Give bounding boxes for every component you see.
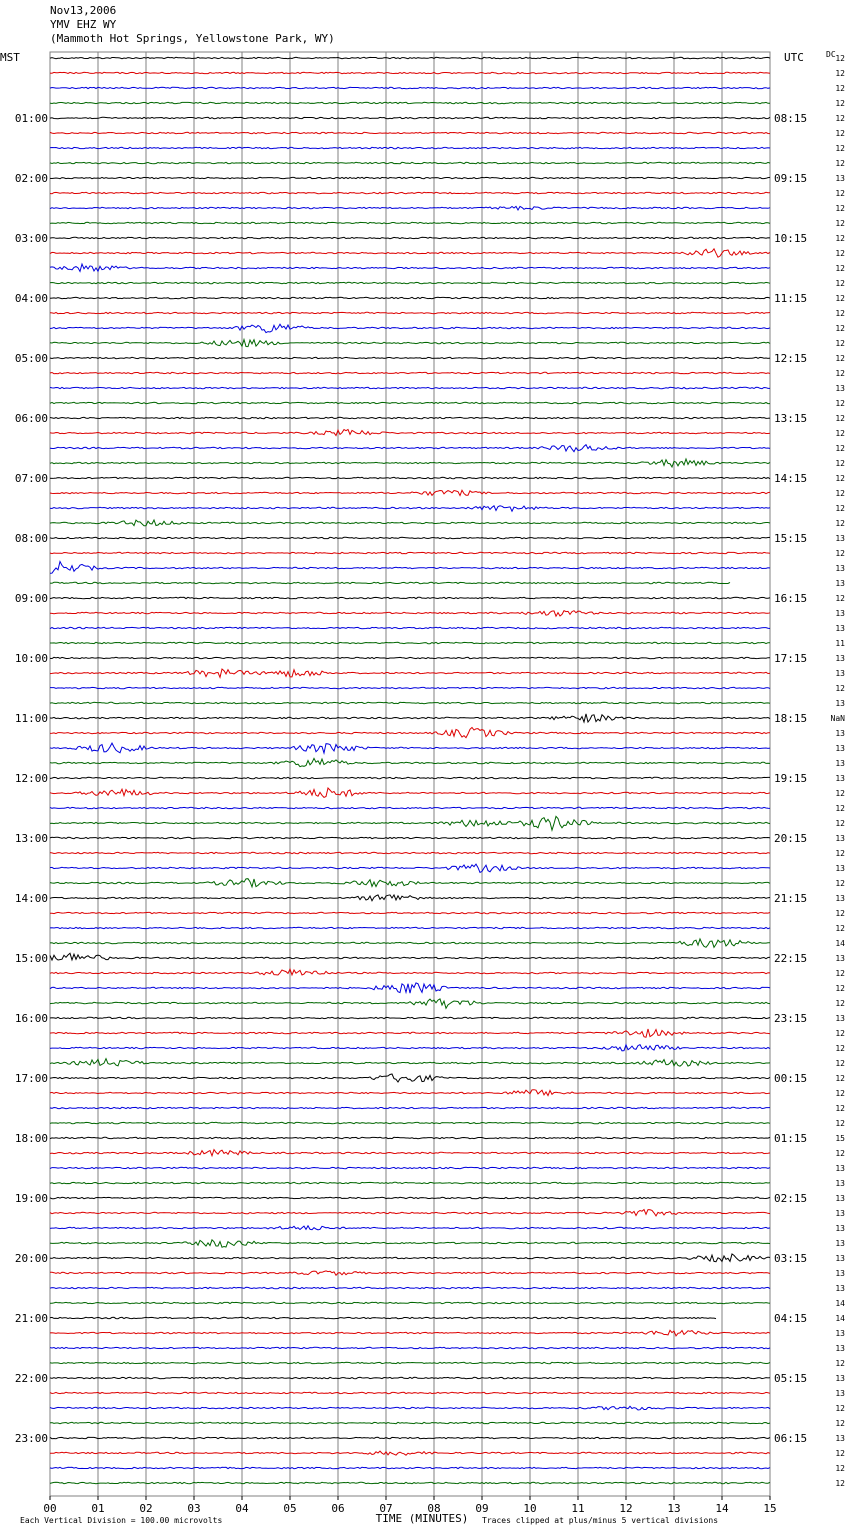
seismic-trace xyxy=(50,927,770,928)
right-hour-label: 21:15 xyxy=(774,892,808,905)
seismic-trace xyxy=(50,1197,770,1198)
station-code: YMV EHZ WY xyxy=(50,18,117,31)
seismic-trace xyxy=(50,72,770,73)
row-value-label: 12 xyxy=(835,129,845,138)
row-value-label: 12 xyxy=(835,1359,845,1368)
row-value-label: 13 xyxy=(835,729,845,738)
seismic-trace xyxy=(50,1392,770,1393)
row-value-label: 12 xyxy=(835,294,845,303)
seismic-trace xyxy=(50,687,770,688)
seismic-trace xyxy=(50,1377,770,1378)
left-hour-label: 20:00 xyxy=(14,1252,48,1265)
seismic-trace xyxy=(50,912,770,913)
row-value-label: 12 xyxy=(835,84,845,93)
row-value-label: 13 xyxy=(835,534,845,543)
seismic-trace xyxy=(50,939,770,947)
right-hour-label: 08:15 xyxy=(774,112,808,125)
row-value-label: 12 xyxy=(835,369,845,378)
seismic-trace xyxy=(50,983,770,993)
row-value-label: 12 xyxy=(835,789,845,798)
row-value-label: 12 xyxy=(835,1419,845,1428)
seismic-trace xyxy=(50,1167,770,1168)
seismic-trace xyxy=(50,1240,770,1247)
seismic-trace xyxy=(50,430,770,436)
seismic-trace xyxy=(50,1406,770,1410)
seismic-trace xyxy=(50,597,770,598)
row-value-label: 13 xyxy=(835,774,845,783)
row-value-label: 13 xyxy=(835,1239,845,1248)
row-value-label: 13 xyxy=(835,834,845,843)
seismic-trace xyxy=(50,837,770,838)
left-hour-label: 22:00 xyxy=(14,1372,48,1385)
x-tick-label: 03 xyxy=(187,1502,201,1515)
seismic-trace xyxy=(50,552,770,553)
row-value-label: 13 xyxy=(835,1209,845,1218)
row-value-label: 12 xyxy=(835,924,845,933)
seismic-trace xyxy=(50,777,770,778)
left-hour-label: 06:00 xyxy=(14,412,48,425)
row-value-label: 12 xyxy=(835,264,845,273)
right-hour-label: 09:15 xyxy=(774,172,808,185)
row-value-label: 12 xyxy=(835,444,845,453)
x-tick-label: 08 xyxy=(427,1502,441,1515)
seismic-trace xyxy=(50,1029,770,1037)
seismic-trace xyxy=(50,1362,770,1363)
right-hour-label: 01:15 xyxy=(774,1132,808,1145)
seismic-trace xyxy=(50,1254,770,1262)
right-hour-label: 15:15 xyxy=(774,532,808,545)
seismic-trace xyxy=(50,1467,770,1468)
row-value-label: 12 xyxy=(835,309,845,318)
x-tick-label: 02 xyxy=(139,1502,153,1515)
left-hour-label: 14:00 xyxy=(14,892,48,905)
seismic-trace xyxy=(50,506,770,511)
left-hour-label: 08:00 xyxy=(14,532,48,545)
seismic-trace xyxy=(50,1107,770,1108)
seismic-trace xyxy=(50,788,770,797)
row-value-label: 12 xyxy=(835,849,845,858)
row-value-label: 12 xyxy=(835,1044,845,1053)
row-value-label: 12 xyxy=(835,414,845,423)
left-hour-label: 05:00 xyxy=(14,352,48,365)
seismic-trace xyxy=(50,192,770,193)
clip-note: Traces clipped at plus/minus 5 vertical divisions xyxy=(482,1516,719,1525)
seismic-trace xyxy=(50,87,770,88)
seismic-trace xyxy=(50,702,770,703)
seismic-trace xyxy=(50,1182,770,1183)
row-value-label: 12 xyxy=(835,339,845,348)
row-value-label: 12 xyxy=(835,474,845,483)
row-value-label: 12 xyxy=(835,69,845,78)
right-hour-label: 14:15 xyxy=(774,472,808,485)
row-value-label: 12 xyxy=(835,504,845,513)
row-value-label: 12 xyxy=(835,399,845,408)
seismic-trace xyxy=(50,147,770,148)
row-value-label: 12 xyxy=(835,354,845,363)
seismic-trace xyxy=(50,864,770,872)
seismic-trace xyxy=(50,1226,770,1230)
seismic-trace xyxy=(50,879,770,887)
seismic-trace xyxy=(50,57,770,58)
seismic-trace xyxy=(50,402,770,403)
seismic-trace xyxy=(50,1210,770,1216)
seismic-trace xyxy=(50,1045,770,1051)
row-value-label: 13 xyxy=(835,1269,845,1278)
seismic-trace xyxy=(50,1347,770,1348)
row-value-label: 12 xyxy=(835,594,845,603)
seismic-trace xyxy=(50,237,770,238)
row-value-label: 13 xyxy=(835,384,845,393)
row-value-label: 11 xyxy=(835,639,845,648)
row-value-label: 12 xyxy=(835,114,845,123)
row-value-label: 12 xyxy=(835,969,845,978)
row-value-label: 12 xyxy=(835,189,845,198)
right-hour-label: 00:15 xyxy=(774,1072,808,1085)
seismic-trace xyxy=(50,611,770,617)
row-value-label: 13 xyxy=(835,609,845,618)
row-value-label: 12 xyxy=(835,1029,845,1038)
row-value-label: 13 xyxy=(835,699,845,708)
seismic-trace xyxy=(50,206,770,210)
seismic-trace xyxy=(50,1422,770,1423)
row-value-label: 12 xyxy=(835,429,845,438)
row-value-label: 13 xyxy=(835,954,845,963)
row-value-label: 13 xyxy=(835,174,845,183)
right-hour-label: 11:15 xyxy=(774,292,808,305)
right-hour-label: 12:15 xyxy=(774,352,808,365)
left-hour-label: 12:00 xyxy=(14,772,48,785)
left-hour-label: 03:00 xyxy=(14,232,48,245)
row-value-label: 13 xyxy=(835,1179,845,1188)
seismic-trace xyxy=(50,249,770,257)
seismic-trace xyxy=(50,1271,770,1275)
right-hour-label: 02:15 xyxy=(774,1192,808,1205)
corner-mark: DC xyxy=(826,50,836,59)
seismic-trace xyxy=(50,562,770,574)
right-hour-label: 05:15 xyxy=(774,1372,808,1385)
row-value-label: 12 xyxy=(835,144,845,153)
row-value-label: 15 xyxy=(835,1134,845,1143)
seismic-trace xyxy=(50,132,770,133)
left-hour-label: 16:00 xyxy=(14,1012,48,1025)
seismic-trace xyxy=(50,222,770,223)
left-hour-label: 13:00 xyxy=(14,832,48,845)
seismic-trace xyxy=(50,895,770,901)
right-hour-label: 23:15 xyxy=(774,1012,808,1025)
row-value-label: 13 xyxy=(835,654,845,663)
row-value-label: 13 xyxy=(835,624,845,633)
left-hour-label: 11:00 xyxy=(14,712,48,725)
right-hour-label: 10:15 xyxy=(774,232,808,245)
seismic-trace xyxy=(50,162,770,163)
row-value-label: 12 xyxy=(835,99,845,108)
row-value-label: 13 xyxy=(835,1389,845,1398)
seismic-trace xyxy=(50,743,770,753)
row-value-label: 12 xyxy=(835,819,845,828)
seismic-trace xyxy=(50,657,770,658)
seismic-trace xyxy=(50,1482,770,1483)
left-hour-label: 23:00 xyxy=(14,1432,48,1445)
row-value-label: 13 xyxy=(835,894,845,903)
row-value-label: 14 xyxy=(835,939,845,948)
row-value-label: 12 xyxy=(835,1464,845,1473)
row-value-label: 14 xyxy=(835,1299,845,1308)
seismic-trace xyxy=(50,490,770,495)
left-hour-label: 18:00 xyxy=(14,1132,48,1145)
row-value-label: 12 xyxy=(835,684,845,693)
row-value-label: 13 xyxy=(835,1194,845,1203)
row-value-label: 13 xyxy=(835,1434,845,1443)
row-value-label: 13 xyxy=(835,1254,845,1263)
seismic-trace xyxy=(50,117,770,118)
right-hour-label: 22:15 xyxy=(774,952,808,965)
row-value-label: 12 xyxy=(835,249,845,258)
x-tick-label: 05 xyxy=(283,1502,297,1515)
left-hour-label: 04:00 xyxy=(14,292,48,305)
row-value-label: NaN xyxy=(830,714,845,723)
x-tick-label: 13 xyxy=(667,1502,681,1515)
seismic-trace xyxy=(50,324,770,332)
row-value-label: 13 xyxy=(835,1224,845,1233)
right-hour-label: 06:15 xyxy=(774,1432,808,1445)
seismic-trace xyxy=(50,1437,770,1438)
seismic-trace xyxy=(50,669,770,677)
right-hour-label: 17:15 xyxy=(774,652,808,665)
row-value-label: 13 xyxy=(835,1329,845,1338)
seismic-trace xyxy=(50,1137,770,1138)
seismic-trace xyxy=(50,953,770,960)
x-tick-label: 15 xyxy=(763,1502,777,1515)
seismic-trace xyxy=(50,1451,770,1455)
row-value-label: 12 xyxy=(835,1104,845,1113)
left-hour-label: 15:00 xyxy=(14,952,48,965)
seismic-trace xyxy=(50,1122,770,1123)
seismic-trace xyxy=(50,459,770,467)
row-value-label: 12 xyxy=(835,549,845,558)
row-value-label: 12 xyxy=(835,519,845,528)
x-tick-label: 11 xyxy=(571,1502,585,1515)
seismic-trace xyxy=(50,417,770,418)
row-value-label: 12 xyxy=(835,459,845,468)
seismic-trace xyxy=(50,477,770,478)
row-value-label: 13 xyxy=(835,1014,845,1023)
row-value-label: 12 xyxy=(835,1119,845,1128)
seismic-trace xyxy=(50,627,770,628)
left-hour-label: 17:00 xyxy=(14,1072,48,1085)
row-value-label: 13 xyxy=(835,669,845,678)
x-tick-label: 00 xyxy=(43,1502,57,1515)
row-value-label: 12 xyxy=(835,1089,845,1098)
row-value-label: 12 xyxy=(835,1074,845,1083)
row-value-label: 13 xyxy=(835,579,845,588)
x-axis-label: TIME (MINUTES) xyxy=(375,1512,469,1525)
seismic-trace xyxy=(50,177,770,178)
seismic-trace xyxy=(50,758,770,766)
right-hour-label: 18:15 xyxy=(774,712,808,725)
row-value-label: 12 xyxy=(835,1449,845,1458)
x-tick-label: 07 xyxy=(379,1502,393,1515)
left-timezone-label: MST xyxy=(0,51,20,64)
row-value-label: 12 xyxy=(835,999,845,1008)
x-tick-label: 10 xyxy=(523,1502,537,1515)
row-value-label: 12 xyxy=(835,489,845,498)
seismic-trace xyxy=(50,1090,770,1096)
left-hour-label: 02:00 xyxy=(14,172,48,185)
right-hour-label: 19:15 xyxy=(774,772,808,785)
x-tick-label: 14 xyxy=(715,1502,729,1515)
seismic-trace xyxy=(50,102,770,103)
x-tick-label: 06 xyxy=(331,1502,345,1515)
x-tick-label: 01 xyxy=(91,1502,105,1515)
left-hour-label: 19:00 xyxy=(14,1192,48,1205)
row-value-label: 13 xyxy=(835,864,845,873)
seismic-trace xyxy=(50,1287,770,1288)
seismic-trace xyxy=(50,264,770,271)
row-value-label: 13 xyxy=(835,1284,845,1293)
row-value-label: 13 xyxy=(835,1374,845,1383)
seismic-trace xyxy=(50,1317,716,1318)
x-tick-label: 04 xyxy=(235,1502,249,1515)
seismic-trace xyxy=(50,728,770,738)
seismic-trace xyxy=(50,1150,770,1156)
seismic-trace xyxy=(50,807,770,808)
seismic-trace xyxy=(50,297,770,298)
row-value-label: 12 xyxy=(835,984,845,993)
left-hour-label: 01:00 xyxy=(14,112,48,125)
x-tick-label: 09 xyxy=(475,1502,489,1515)
seismic-trace xyxy=(50,312,770,313)
row-value-label: 13 xyxy=(835,744,845,753)
seismic-trace xyxy=(50,372,770,373)
seismic-trace xyxy=(50,642,770,643)
seismic-trace xyxy=(50,816,770,830)
left-hour-label: 09:00 xyxy=(14,592,48,605)
seismic-trace xyxy=(50,357,770,358)
row-value-label: 13 xyxy=(835,759,845,768)
row-value-label: 14 xyxy=(835,1314,845,1323)
x-tick-label: 12 xyxy=(619,1502,633,1515)
left-hour-label: 07:00 xyxy=(14,472,48,485)
seismic-trace xyxy=(50,852,770,853)
seismic-trace xyxy=(50,445,770,452)
right-hour-label: 20:15 xyxy=(774,832,808,845)
seismic-trace xyxy=(50,582,730,583)
seismic-trace xyxy=(50,999,770,1008)
row-value-label: 12 xyxy=(835,1059,845,1068)
right-timezone-label: UTC xyxy=(784,51,804,64)
row-value-label: 12 xyxy=(835,909,845,918)
row-value-label: 12 xyxy=(835,54,845,63)
row-value-label: 12 xyxy=(835,159,845,168)
left-hour-label: 10:00 xyxy=(14,652,48,665)
row-value-label: 13 xyxy=(835,1164,845,1173)
row-value-label: 12 xyxy=(835,279,845,288)
right-hour-label: 16:15 xyxy=(774,592,808,605)
seismic-trace xyxy=(50,1074,770,1082)
row-value-label: 12 xyxy=(835,1149,845,1158)
row-value-label: 12 xyxy=(835,219,845,228)
seismic-trace xyxy=(50,520,770,526)
seismic-trace xyxy=(50,537,770,538)
row-value-label: 12 xyxy=(835,234,845,243)
row-value-label: 12 xyxy=(835,804,845,813)
right-hour-label: 13:15 xyxy=(774,412,808,425)
row-value-label: 13 xyxy=(835,1344,845,1353)
seismic-trace xyxy=(50,387,770,388)
seismic-trace xyxy=(50,714,770,722)
plot-date: Nov13,2006 xyxy=(50,4,117,17)
row-value-label: 12 xyxy=(835,324,845,333)
seismic-trace xyxy=(50,1059,770,1067)
seismic-trace xyxy=(50,1330,770,1336)
seismic-trace xyxy=(50,1017,770,1018)
seismic-trace xyxy=(50,969,770,975)
right-hour-label: 04:15 xyxy=(774,1312,808,1325)
row-value-label: 12 xyxy=(835,1404,845,1413)
left-hour-label: 21:00 xyxy=(14,1312,48,1325)
row-value-label: 13 xyxy=(835,564,845,573)
station-location: (Mammoth Hot Springs, Yellowstone Park, WY) xyxy=(50,32,335,45)
seismic-trace xyxy=(50,1302,770,1303)
row-value-label: 12 xyxy=(835,1479,845,1488)
row-value-label: 12 xyxy=(835,204,845,213)
vertical-division-note: Each Vertical Division = 100.00 microvolts xyxy=(20,1516,223,1525)
right-hour-label: 03:15 xyxy=(774,1252,808,1265)
row-value-label: 12 xyxy=(835,879,845,888)
seismic-trace xyxy=(50,282,770,283)
seismic-trace xyxy=(50,340,770,347)
